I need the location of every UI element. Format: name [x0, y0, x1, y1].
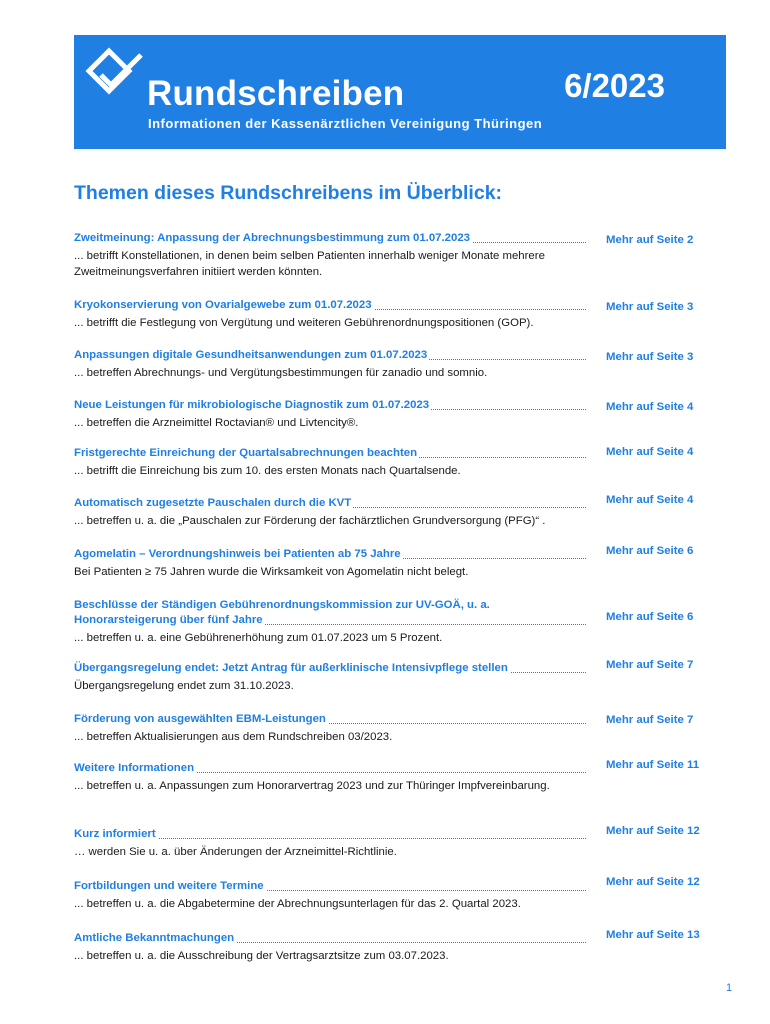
topic-description: ... betreffen Aktualisierungen aus dem Rundschreiben 03/2023. — [74, 731, 393, 743]
overview-heading: Themen dieses Rundschreibens im Überblick: — [74, 182, 503, 204]
issue-number: 6/2023 — [564, 67, 665, 104]
topic-description: ... betreffen u. a. Anpassungen zum Honorarvertrag 2023 und zur Thüringer Impfvereinbarung. — [74, 780, 550, 792]
topic-description: ... betreffen u. a. die Abgabetermine der Abrechnungsunterlagen für das 2. Quartal 2023. — [74, 898, 521, 910]
topic-entry — [74, 712, 726, 761]
topic-title[interactable]: Übergangsregelung endet: Jetzt Antrag für außerklinische Intensivpflege stellen — [74, 661, 586, 676]
page-reference-link[interactable]: Mehr auf Seite 4 — [606, 494, 694, 506]
topic-description: Übergangsregelung endet zum 31.10.2023. — [74, 680, 294, 692]
page-reference-link[interactable]: Mehr auf Seite 2 — [606, 234, 694, 246]
topic-title[interactable]: Neue Leistungen für mikrobiologische Diagnostik zum 01.07.2023 — [74, 398, 586, 413]
topic-entry — [74, 547, 726, 598]
topic-title[interactable]: Automatisch zugesetzte Pauschalen durch die KVT — [74, 496, 586, 511]
topic-title[interactable]: Förderung von ausgewählten EBM-Leistungen — [74, 712, 586, 727]
topic-description: ... betreffen u. a. die Ausschreibung der Vertragsarztsitze zum 03.07.2023. — [74, 950, 449, 962]
page-reference-link[interactable]: Mehr auf Seite 12 — [606, 876, 700, 888]
page-number: 1 — [726, 982, 733, 994]
topic-description: ... betreffen Abrechnungs- und Vergütungsbestimmungen für zanadio und somnio. — [74, 367, 488, 379]
publication-subtitle: Informationen der Kassenärztlichen Vereinigung Thüringen — [148, 116, 543, 131]
page-reference-link[interactable]: Mehr auf Seite 3 — [606, 301, 694, 313]
topic-title[interactable]: Fortbildungen und weitere Termine — [74, 879, 586, 894]
page-reference-link[interactable]: Mehr auf Seite 4 — [606, 446, 694, 458]
topic-description: Bei Patienten ≥ 75 Jahren wurde die Wirksamkeit von Agomelatin nicht belegt. — [74, 566, 469, 578]
topic-title[interactable]: Amtliche Bekanntmachungen — [74, 931, 586, 946]
topic-description: … werden Sie u. a. über Änderungen der Arzneimittel-Richtlinie. — [74, 846, 397, 858]
page-reference-link[interactable]: Mehr auf Seite 3 — [606, 351, 694, 363]
topic-entry — [74, 398, 726, 446]
page-reference-link[interactable]: Mehr auf Seite 7 — [606, 659, 694, 671]
page-reference-link[interactable]: Mehr auf Seite 12 — [606, 825, 700, 837]
topic-entry — [74, 931, 726, 981]
publication-title: Rundschreiben — [147, 74, 405, 113]
topic-title[interactable]: Agomelatin – Verordnungshinweis bei Patienten ab 75 Jahre — [74, 547, 586, 562]
topic-entry — [74, 661, 726, 712]
topic-title[interactable]: Fristgerechte Einreichung der Quartalsabrechnungen beachten — [74, 446, 586, 461]
topic-entry — [74, 348, 726, 398]
topic-entry — [74, 298, 726, 348]
topic-description: ... betrifft die Einreichung bis zum 10. des ersten Monats nach Quartalsende. — [74, 465, 461, 477]
topic-description: ... betrifft Konstellationen, in denen beim selben Patienten innerhalb weniger Monate mehrere Zweitmeinungsverfahren initiiert werden könnten. — [74, 250, 545, 278]
topic-title[interactable]: Anpassungen digitale Gesundheitsanwendungen zum 01.07.2023 — [74, 348, 586, 363]
topic-entry — [74, 827, 726, 879]
topic-entry — [74, 876, 726, 931]
topic-entry — [74, 496, 726, 547]
topic-title[interactable]: Kryokonservierung von Ovarialgewebe zum 01.07.2023 — [74, 298, 586, 313]
topic-entry — [74, 446, 726, 496]
page-reference-link[interactable]: Mehr auf Seite 13 — [606, 929, 700, 941]
topic-title[interactable]: Zweitmeinung: Anpassung der Abrechnungsbestimmung zum 01.07.2023 — [74, 231, 586, 246]
page-reference-link[interactable]: Mehr auf Seite 4 — [606, 401, 694, 413]
topic-title[interactable]: Kurz informiert — [74, 827, 586, 842]
topics-list — [74, 231, 726, 981]
topic-entry — [74, 598, 726, 661]
page-reference-link[interactable]: Mehr auf Seite 7 — [606, 714, 694, 726]
kv-thueringen-logo-icon — [83, 45, 147, 101]
header-banner — [74, 35, 726, 149]
topic-title[interactable]: Weitere Informationen — [74, 761, 586, 776]
topic-description: ... betreffen die Arzneimittel Roctavian® und Livtencity®. — [74, 417, 359, 429]
page-reference-link[interactable]: Mehr auf Seite 6 — [606, 545, 694, 557]
topic-entry — [74, 231, 726, 298]
topic-description: ... betreffen u. a. die „Pauschalen zur Förderung der fachärztlichen Grundversorgung (PFG)“ . — [74, 515, 546, 527]
page-reference-link[interactable]: Mehr auf Seite 6 — [606, 611, 694, 623]
topic-title[interactable]: Beschlüsse der Ständigen Gebührenordnungskommission zur UV-GOÄ, u. a. Honorarsteigerung über fünf Jahre — [74, 598, 586, 628]
topic-entry — [74, 761, 726, 827]
page-reference-link[interactable]: Mehr auf Seite 11 — [606, 759, 700, 771]
topic-description: ... betreffen u. a. eine Gebührenerhöhung zum 01.07.2023 um 5 Prozent. — [74, 632, 443, 644]
topic-description: ... betrifft die Festlegung von Vergütung und weiteren Gebührenordnungspositionen (GOP). — [74, 317, 534, 329]
